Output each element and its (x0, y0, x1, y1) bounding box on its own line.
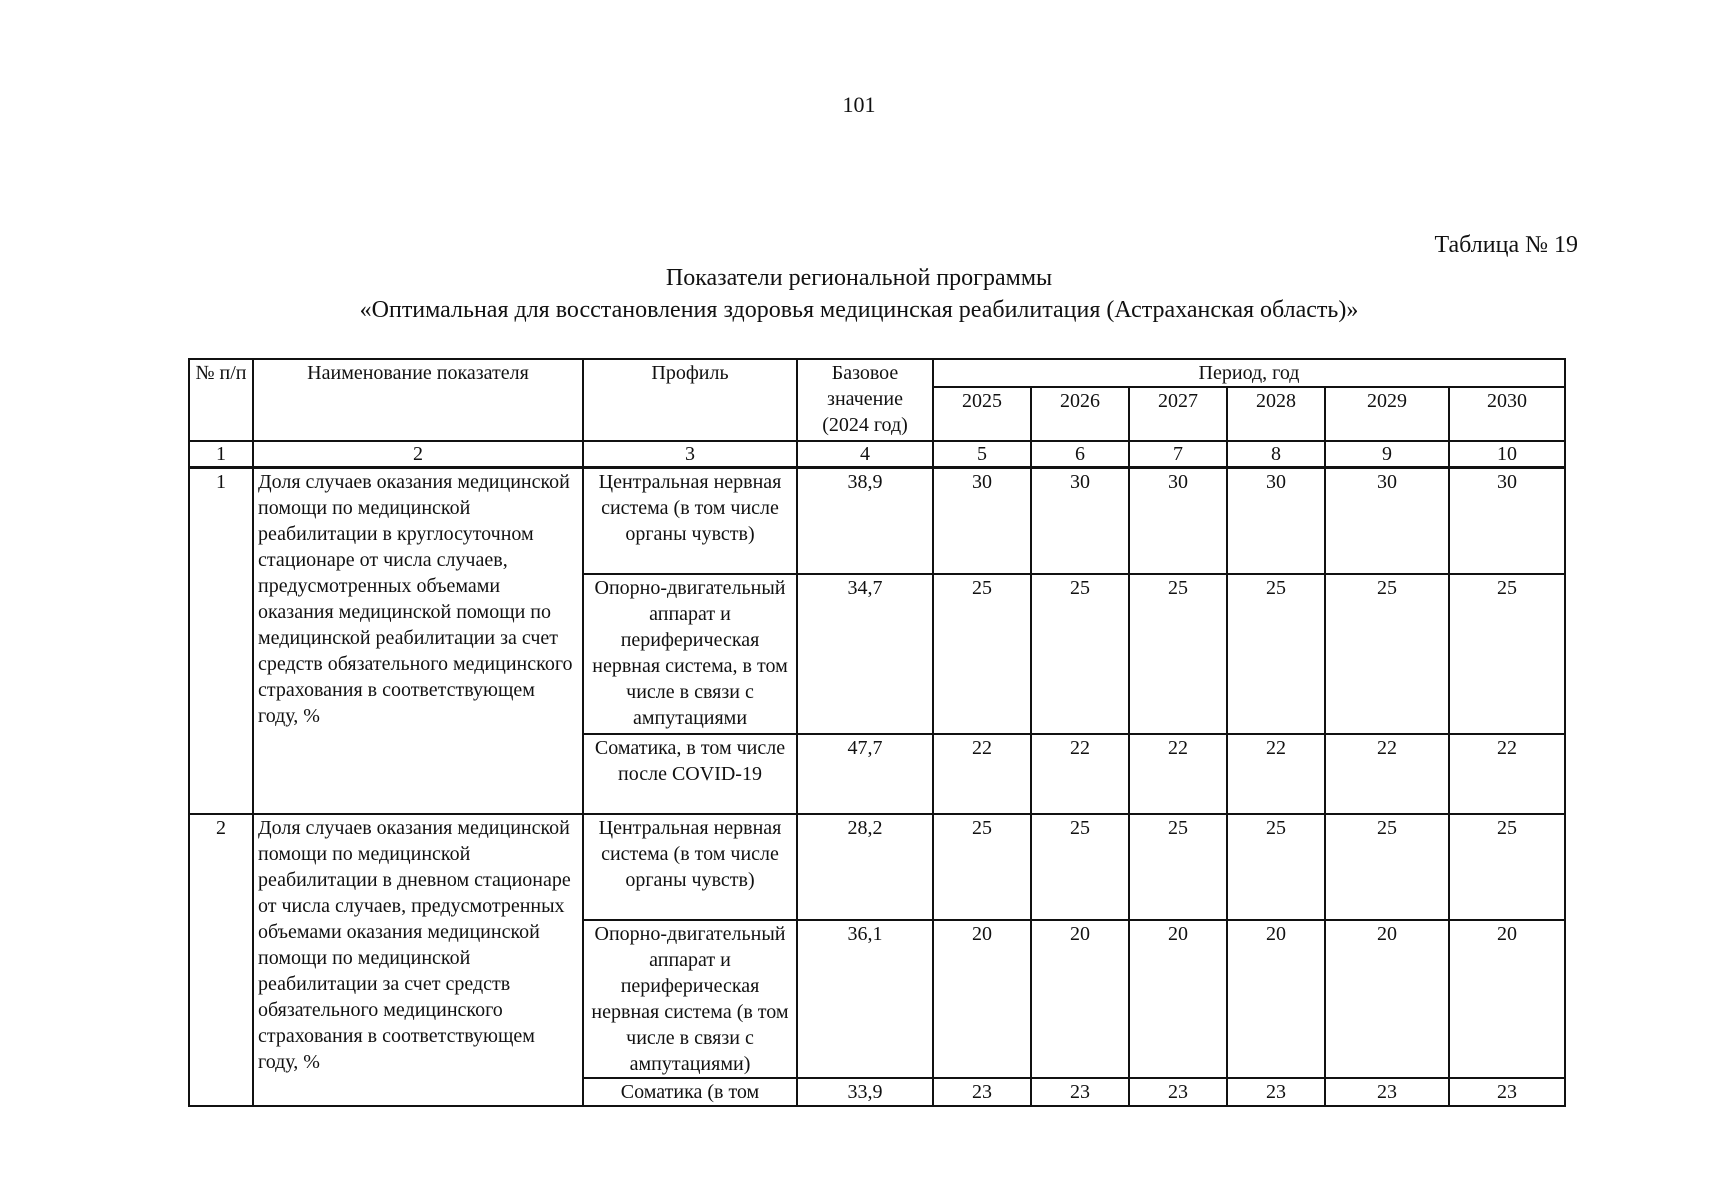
year-value: 25 (933, 574, 1031, 734)
year-value: 20 (933, 920, 1031, 1078)
year-value: 22 (1129, 734, 1227, 814)
table-row (189, 468, 1565, 574)
year-value: 25 (1129, 574, 1227, 734)
page-number: 101 (842, 92, 876, 117)
year-value: 20 (1449, 920, 1565, 1078)
profile-cell: Соматика, в том числе после COVID-19 (583, 734, 797, 814)
year-value: 25 (1325, 574, 1449, 734)
year-value: 20 (1227, 920, 1325, 1078)
year-value: 22 (1227, 734, 1325, 814)
indicator-number: 2 (189, 814, 253, 1106)
column-number: 9 (1325, 441, 1449, 468)
table-row (189, 814, 1565, 920)
profile-cell: Опорно-двигательный аппарат и периферическая нервная система, в том числе в связи с ампутациями (583, 574, 797, 734)
base-value: 38,9 (797, 468, 933, 574)
year-value: 22 (933, 734, 1031, 814)
column-number: 6 (1031, 441, 1129, 468)
year-value: 30 (1031, 468, 1129, 574)
year-value: 30 (1449, 468, 1565, 574)
indicator-name: Доля случаев оказания медицинской помощи по медицинской реабилитации в круглосуточном стационаре от числа случаев, предусмотренных объемами оказания медицинской помощи по медицинской реабилитации за счет средств обязательного медицинского страхования в соответствующем году, % (253, 468, 583, 814)
column-number: 4 (797, 441, 933, 468)
column-number: 10 (1449, 441, 1565, 468)
year-value: 23 (1449, 1078, 1565, 1106)
year-value: 25 (1227, 814, 1325, 920)
header-year: 2025 (933, 387, 1031, 441)
header-name: Наименование показателя (253, 359, 583, 441)
base-value: 47,7 (797, 734, 933, 814)
year-value: 23 (1325, 1078, 1449, 1106)
year-value: 30 (933, 468, 1031, 574)
column-number: 8 (1227, 441, 1325, 468)
header-year: 2028 (1227, 387, 1325, 441)
year-value: 22 (1031, 734, 1129, 814)
year-value: 20 (1031, 920, 1129, 1078)
header-base: Базовое значение (2024 год) (797, 359, 933, 441)
table-label: Таблица № 19 (1434, 232, 1578, 258)
header-year: 2026 (1031, 387, 1129, 441)
year-value: 30 (1227, 468, 1325, 574)
header-row (189, 359, 1565, 387)
base-value: 28,2 (797, 814, 933, 920)
indicator-name: Доля случаев оказания медицинской помощи по медицинской реабилитации в дневном стационаре от числа случаев, предусмотренных объемами оказания медицинской помощи по медицинской реабилитации за счет средств обязательного медицинского страхования в соответствующем году, % (253, 814, 583, 1106)
year-value: 22 (1449, 734, 1565, 814)
year-value: 25 (933, 814, 1031, 920)
year-value: 25 (1227, 574, 1325, 734)
header-year: 2029 (1325, 387, 1449, 441)
profile-cell: Центральная нервная система (в том числе органы чувств) (583, 468, 797, 574)
year-value: 20 (1129, 920, 1227, 1078)
year-value: 30 (1129, 468, 1227, 574)
header-num: № п/п (189, 359, 253, 441)
base-value: 36,1 (797, 920, 933, 1078)
year-value: 30 (1325, 468, 1449, 574)
indicators-table (188, 358, 1566, 1107)
year-value: 23 (933, 1078, 1031, 1106)
header-profile: Профиль (583, 359, 797, 441)
column-number: 5 (933, 441, 1031, 468)
column-number: 2 (253, 441, 583, 468)
year-value: 25 (1031, 574, 1129, 734)
column-number: 1 (189, 441, 253, 468)
year-value: 25 (1449, 814, 1565, 920)
title-line-1: Показатели региональной программы (665, 265, 1053, 291)
year-value: 20 (1325, 920, 1449, 1078)
profile-cell: Центральная нервная система (в том числе органы чувств) (583, 814, 797, 920)
title-line-2: «Оптимальная для восстановления здоровья медицинская реабилитация (Астраханская область)» (359, 297, 1359, 323)
document-title (0, 262, 1718, 326)
base-value: 33,9 (797, 1078, 933, 1106)
year-value: 25 (1325, 814, 1449, 920)
header-year: 2027 (1129, 387, 1227, 441)
year-value: 22 (1325, 734, 1449, 814)
column-number-row (189, 441, 1565, 468)
column-number: 7 (1129, 441, 1227, 468)
year-value: 23 (1129, 1078, 1227, 1106)
year-value: 25 (1449, 574, 1565, 734)
year-value: 25 (1129, 814, 1227, 920)
year-value: 25 (1031, 814, 1129, 920)
profile-cell: Опорно-двигательный аппарат и периферическая нервная система (в том числе в связи с ампутациями) (583, 920, 797, 1078)
header-year: 2030 (1449, 387, 1565, 441)
year-value: 23 (1031, 1078, 1129, 1106)
profile-cell: Соматика (в том (583, 1078, 797, 1106)
column-number: 3 (583, 441, 797, 468)
year-value: 23 (1227, 1078, 1325, 1106)
base-value: 34,7 (797, 574, 933, 734)
header-period: Период, год (933, 359, 1565, 387)
indicator-number: 1 (189, 468, 253, 814)
